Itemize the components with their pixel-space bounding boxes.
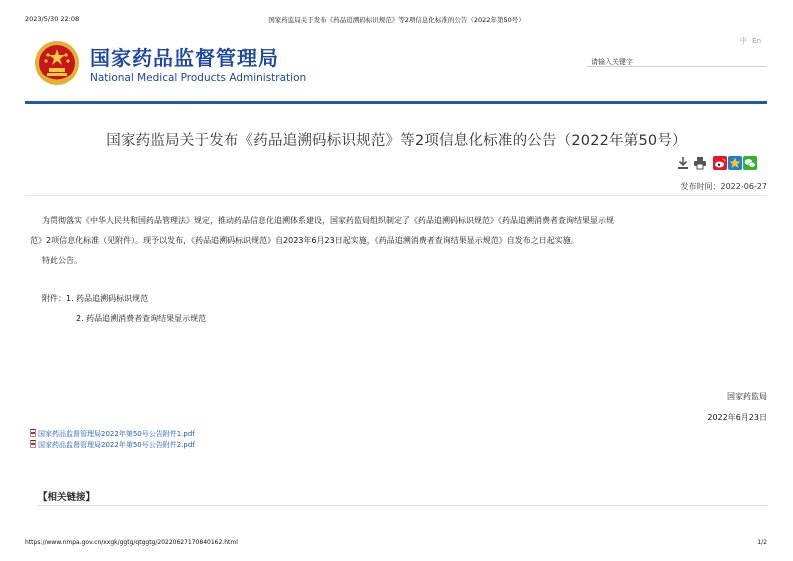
paragraph-2: 特此公告。	[42, 256, 82, 265]
attachment-link-1-text: 国家药品监督管理局2022年第50号公告附件1.pdf	[38, 430, 195, 438]
publish-date-value: 2022-06-27	[720, 182, 767, 191]
site-header	[25, 34, 767, 102]
print-icon[interactable]	[693, 156, 707, 170]
lang-zh-link[interactable]: 中	[739, 37, 747, 45]
attachment-link-1[interactable]	[30, 429, 195, 439]
date-divider	[25, 195, 767, 196]
related-links-heading: 【相关链接】	[38, 492, 96, 503]
signature-date: 2022年6月23日	[707, 413, 767, 422]
attachments-list-item-1: 附件：1. 药品追溯码标识规范	[42, 294, 149, 303]
national-emblem-icon[interactable]	[33, 39, 81, 87]
related-links-divider	[38, 505, 767, 506]
qzone-share-icon[interactable]	[728, 156, 742, 170]
download-icon[interactable]	[676, 156, 690, 170]
site-name-en[interactable]: National Medical Products Administration	[90, 72, 307, 84]
wechat-share-icon[interactable]	[743, 156, 757, 170]
site-name-cn[interactable]: 国家药品监督管理局	[90, 46, 279, 70]
language-switcher	[737, 36, 761, 46]
attachment-link-2[interactable]	[30, 440, 195, 450]
print-datetime: 2023/5/30 22:08	[25, 15, 80, 23]
print-footer	[0, 539, 793, 549]
pdf-file-icon	[30, 429, 36, 437]
lang-en-link[interactable]: En	[752, 37, 761, 45]
publish-date-label: 发布时间：	[680, 182, 721, 191]
search-input[interactable]	[587, 53, 767, 71]
print-page-title: 国家药监局关于发布《药品追溯码标识规范》等2项信息化标准的公告（2022年第50号）	[268, 16, 525, 24]
signature-org: 国家药监局	[727, 392, 767, 401]
publish-date	[681, 181, 768, 192]
article-title: 国家药监局关于发布《药品追溯码标识规范》等2项信息化标准的公告（2022年第50号）	[106, 133, 687, 149]
paragraph-1-line-1: 为贯彻落实《中华人民共和国药品管理法》规定，推动药品信息化追溯体系建设，国家药监局组织制定了《药品追溯码标识规范》《药品追溯消费者查询结果显示规	[42, 216, 614, 225]
print-page-number: 1/2	[757, 539, 767, 546]
attachments-list-item-2: 2. 药品追溯消费者查询结果显示规范	[76, 314, 207, 323]
weibo-share-icon[interactable]	[713, 156, 727, 170]
pdf-file-icon	[30, 440, 36, 448]
print-page-url: https://www.nmpa.gov.cn/xxgk/ggtg/qtggtg/20220627170840162.html	[25, 539, 238, 546]
print-header	[0, 15, 793, 25]
paragraph-1-line-2: 范》2项信息化标准（见附件）。现予以发布，《药品追溯码标识规范》自2023年6月23日起实施，《药品追溯消费者查询结果显示规范》自发布之日起实施。	[30, 236, 579, 245]
attachment-link-2-text: 国家药品监督管理局2022年第50号公告附件2.pdf	[38, 441, 195, 449]
search-box	[587, 49, 767, 67]
header-divider	[25, 101, 767, 104]
